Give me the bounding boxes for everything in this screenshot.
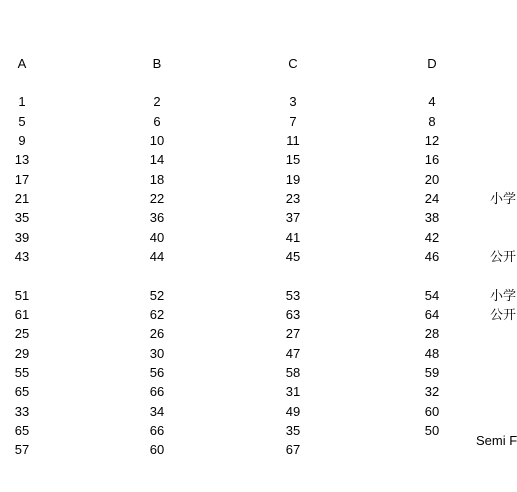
cell-a-16: 33 — [14, 404, 30, 419]
cell-a-9: 43 — [14, 249, 30, 264]
cell-a-15: 65 — [14, 384, 30, 399]
side-note: 小学 — [490, 191, 517, 206]
cell-d-4: 16 — [424, 152, 440, 167]
side-note: 公开 — [490, 307, 517, 322]
cell-d-13: 48 — [424, 346, 440, 361]
cell-b-7: 36 — [149, 210, 165, 225]
cell-b-11: 62 — [149, 307, 165, 322]
cell-c-12: 27 — [285, 326, 301, 341]
cell-a-17: 65 — [14, 423, 30, 438]
cell-d-12: 28 — [424, 326, 440, 341]
cell-d-3: 12 — [424, 133, 440, 148]
cell-b-12: 26 — [149, 326, 165, 341]
cell-b-2: 6 — [153, 114, 161, 129]
cell-b-17: 66 — [149, 423, 165, 438]
cell-a-1: 1 — [18, 94, 26, 109]
column-header-c: C — [288, 56, 298, 71]
cell-b-8: 40 — [149, 230, 165, 245]
cell-d-2: 8 — [428, 114, 436, 129]
cell-d-6: 24 — [424, 191, 440, 206]
cell-c-17: 35 — [285, 423, 301, 438]
cell-d-16: 60 — [424, 404, 440, 419]
column-header-a: A — [17, 56, 27, 71]
side-note: Semi F — [476, 433, 517, 448]
cell-a-5: 17 — [14, 172, 30, 187]
cell-b-10: 52 — [149, 288, 165, 303]
cell-d-1: 4 — [428, 94, 436, 109]
side-note: 公开 — [490, 249, 517, 264]
cell-d-9: 46 — [424, 249, 440, 264]
cell-c-3: 11 — [286, 133, 300, 148]
cell-a-6: 21 — [14, 191, 30, 206]
cell-b-14: 56 — [149, 365, 165, 380]
cell-c-16: 49 — [285, 404, 301, 419]
column-header-b: B — [152, 56, 162, 71]
cell-c-18: 67 — [285, 442, 301, 457]
cell-a-11: 61 — [14, 307, 30, 322]
cell-b-9: 44 — [149, 249, 165, 264]
cell-a-10: 51 — [14, 288, 30, 303]
cell-c-7: 37 — [285, 210, 301, 225]
cell-c-4: 15 — [285, 152, 301, 167]
cell-d-17: 50 — [424, 423, 440, 438]
cell-a-2: 5 — [18, 114, 26, 129]
cell-c-2: 7 — [289, 114, 297, 129]
cell-c-15: 31 — [285, 384, 301, 399]
cell-c-13: 47 — [285, 346, 301, 361]
cell-c-1: 3 — [289, 94, 297, 109]
column-header-d: D — [427, 56, 437, 71]
side-note: 小学 — [490, 288, 517, 303]
cell-a-7: 35 — [14, 210, 30, 225]
cell-b-4: 14 — [149, 152, 165, 167]
cell-d-8: 42 — [424, 230, 440, 245]
cell-d-10: 54 — [424, 288, 440, 303]
cell-a-14: 55 — [14, 365, 30, 380]
cell-b-6: 22 — [149, 191, 165, 206]
cell-c-11: 63 — [285, 307, 301, 322]
cell-b-3: 10 — [149, 133, 165, 148]
cell-a-13: 29 — [14, 346, 30, 361]
cell-d-5: 20 — [424, 172, 440, 187]
cell-c-5: 19 — [285, 172, 301, 187]
cell-a-3: 9 — [18, 133, 26, 148]
cell-b-16: 34 — [149, 404, 165, 419]
cell-b-15: 66 — [149, 384, 165, 399]
cell-d-15: 32 — [424, 384, 440, 399]
cell-d-11: 64 — [424, 307, 440, 322]
cell-c-8: 41 — [285, 230, 301, 245]
cell-d-14: 59 — [424, 365, 440, 380]
cell-c-10: 53 — [285, 288, 301, 303]
cell-c-9: 45 — [285, 249, 301, 264]
cell-b-13: 30 — [149, 346, 165, 361]
cell-b-1: 2 — [153, 94, 161, 109]
cell-c-14: 58 — [285, 365, 301, 380]
cell-a-18: 57 — [14, 442, 30, 457]
cell-a-4: 13 — [14, 152, 30, 167]
cell-a-12: 25 — [14, 326, 30, 341]
cell-d-7: 38 — [424, 210, 440, 225]
cell-b-5: 18 — [149, 172, 165, 187]
cell-a-8: 39 — [14, 230, 30, 245]
cell-d-18 — [402, 442, 462, 458]
cell-c-6: 23 — [285, 191, 301, 206]
cell-b-18: 60 — [149, 442, 165, 457]
